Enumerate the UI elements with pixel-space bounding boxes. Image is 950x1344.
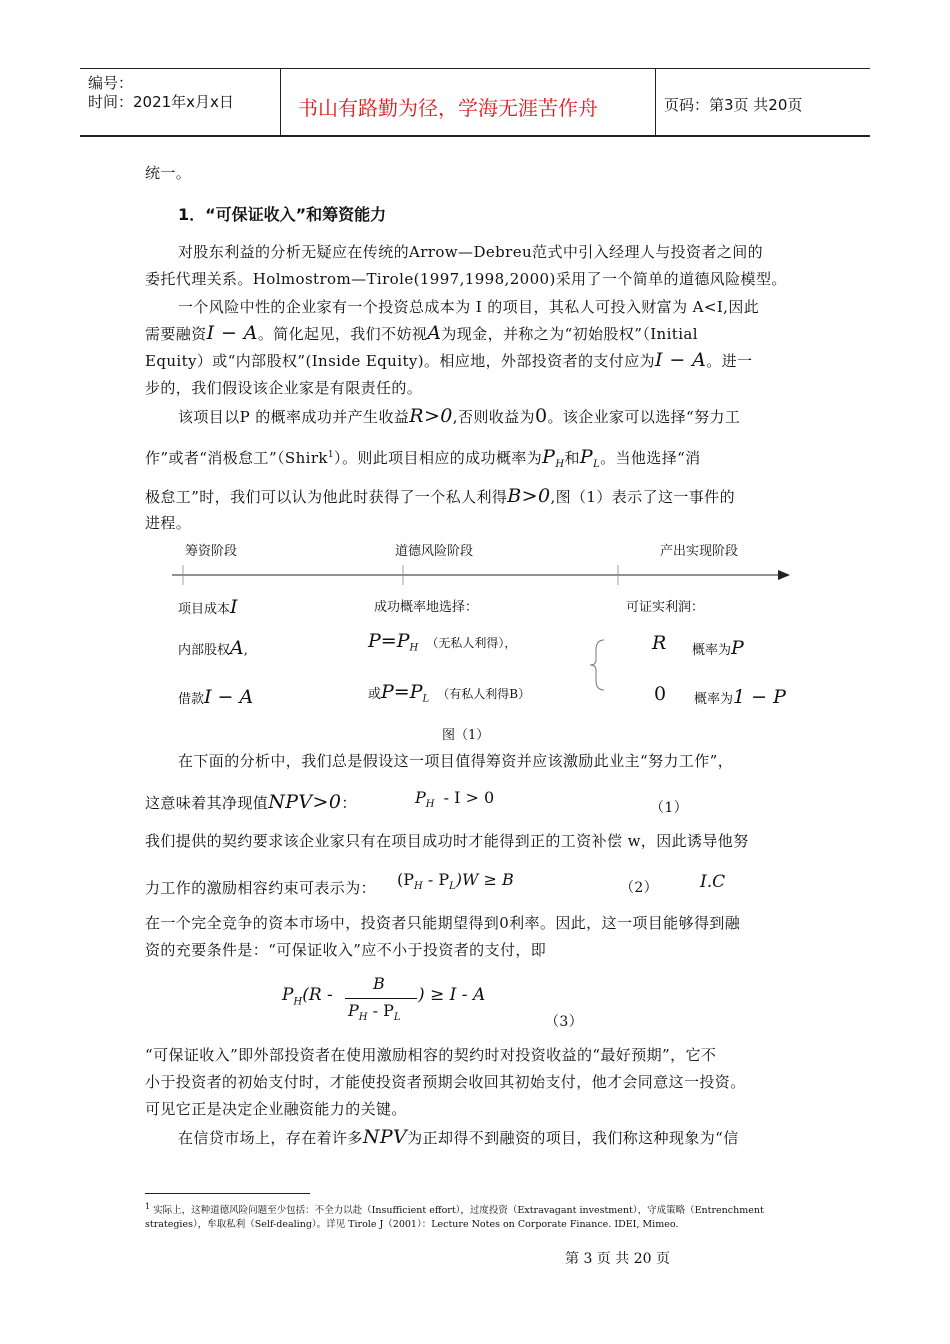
fraction-denominator (348, 1001, 401, 1023)
figure-cell: 可证实利润： (626, 600, 705, 615)
math-part (282, 985, 333, 1007)
text-line: 在一个完全竞争的资本市场中，投资者只能期望得到0利率。因此，这一项目能够得到融 (145, 914, 741, 932)
math-p: P (348, 1001, 359, 1020)
text-line (145, 791, 357, 813)
equation-number: （2） (620, 880, 659, 896)
math-sub: H (555, 459, 565, 470)
footnote-separator (145, 1193, 310, 1194)
text-line: 小于投资者的初始支付时，才能使投资者预期会收回其初始支付，他才会同意这一投资。 (145, 1073, 746, 1091)
math-i-minus-a: I − A (655, 349, 707, 371)
text-fragment: Equity）或“内部股权”(Inside Equity)。相应地，外部投资者的支付应为 (145, 352, 655, 370)
header-time: 时间：2021年x月x日 (88, 93, 234, 111)
math-sub: H (414, 881, 423, 893)
cell-label: 项目成本 (178, 602, 231, 617)
stage-label: 产出实现阶段 (660, 544, 739, 559)
text-line: 资的充要条件是：“可保证收入”应不小于投资者的支付，即 (145, 941, 547, 959)
text-fragment: 作”或者“消极怠工”（Shirk (145, 449, 328, 467)
footnote-text: 实际上，这种道德风险问题至少包括：不全力以赴（Insufficient effort），过度投资（Extravagant investment），守成策略（Entrenchment (153, 1205, 764, 1217)
cell-label: 内部股权 (178, 643, 231, 658)
text-line: 我们提供的契约要求该企业家只有在项目成功时才能得到正的工资补偿 w，因此诱导他努 (145, 832, 749, 850)
cell-note: （无私人利得）， (426, 636, 517, 650)
math-part: - P (427, 870, 450, 889)
text-fragment: 该项目以P 的概率成功并产生收益 (178, 408, 410, 426)
math-1-minus-p: 1 − P (733, 686, 786, 708)
math-sub: L (593, 459, 601, 470)
math-i: I (230, 596, 238, 618)
math-i-minus-a: I − A (204, 686, 254, 708)
text-line: 统一。 (145, 164, 192, 182)
text-fragment: 。进一 (706, 352, 753, 370)
text-line: 一个风险中性的企业家有一个投资总成本为 I 的项目，其私人可投入财富为 A<I,因此 (178, 298, 760, 316)
cell-label: 借款 (178, 692, 205, 707)
fraction-bar (345, 998, 417, 999)
stage-label: 道德风险阶段 (395, 544, 474, 559)
math-a: A (427, 322, 442, 344)
text-line: “可保证收入”即外部投资者在使用激励相容的契约时对投资收益的“最好预期”，它不 (145, 1046, 717, 1064)
math-p: P (415, 788, 426, 807)
header-code: 编号： (88, 74, 134, 92)
text-line: 委托代理关系。Holmostrom—Tirole(1997,1998,2000)采用了一个简单的道德风险模型。 (145, 270, 787, 288)
text-line (178, 1126, 739, 1148)
text-fragment: 。简化起见，我们不妨视 (257, 325, 428, 343)
math-p: P (579, 446, 594, 468)
text-line (145, 322, 698, 344)
math-p: P (542, 446, 556, 468)
math-p-eq-pl: P=P (381, 681, 423, 703)
math-part: (R - (302, 985, 333, 1005)
math-eq1-rest: - I > 0 (443, 788, 495, 807)
equation-2 (397, 870, 514, 892)
math-p: P (282, 985, 294, 1005)
math-sub: L (393, 1012, 401, 1024)
text-fragment: 在信贷市场上，存在着许多 (178, 1129, 363, 1147)
text-line: 可见它正是决定企业融资能力的关键。 (145, 1100, 407, 1118)
math-zero: 0 (534, 405, 548, 427)
figure-cell (178, 686, 253, 708)
text-line: 对股东利益的分析无疑应在传统的Arrow—Debreu范式中引入经理人与投资者之间的 (178, 243, 764, 261)
left-brace-icon (588, 638, 608, 692)
text-line: 步的，我们假设该企业家是有限责任的。 (145, 379, 423, 397)
text-fragment: ,否则收益为 (452, 408, 535, 426)
math-a: A (230, 637, 244, 659)
figure-cell: 成功概率地选择： (374, 600, 479, 615)
text-fragment: 需要融资 (145, 325, 207, 343)
header-page-info: 页码：第3页 共20页 (664, 96, 803, 114)
text-line (178, 405, 740, 427)
math-i-minus-a: I − A (206, 322, 258, 344)
text-fragment: ）。则此项目相应的成功概率为 (334, 449, 543, 467)
equation-number: （1） (650, 800, 689, 816)
figure-cell (178, 637, 248, 659)
section-title: 1．“可保证收入”和筹资能力 (178, 205, 387, 224)
figure-cell (654, 683, 666, 705)
fraction-numerator: B (373, 974, 385, 993)
figure-cell (368, 681, 530, 705)
math-sub: H (425, 799, 435, 811)
text-line (145, 446, 701, 470)
equation-1 (415, 788, 494, 810)
math-b-gt-0: B>0 (507, 485, 551, 507)
figure-cell (178, 596, 238, 618)
text-fragment: ,图（1）表示了这一事件的 (550, 488, 735, 506)
math-npv-gt-0: NPV>0 (268, 791, 342, 813)
math-zero: 0 (654, 683, 667, 705)
footnote-line (145, 1202, 764, 1216)
figure-cell (368, 630, 516, 654)
text-line: 力工作的激励相容约束可表示为： (145, 879, 377, 897)
cell-label: 概率为 (694, 692, 734, 707)
text-line: 进程。 (145, 514, 192, 532)
footnote-ref[interactable]: 1 (327, 450, 335, 460)
text-fragment: 和 (564, 449, 580, 467)
header-motto: 书山有路勤为径，学海无涯苦作舟 (298, 96, 598, 120)
text-fragment: 极怠工”时，我们可以认为他此时获得了一个私人利得 (145, 488, 508, 506)
equation-number: （3） (545, 1014, 584, 1030)
math-sub: H (358, 1012, 368, 1024)
equation-tag: I.C (700, 872, 726, 892)
math-part: ) ≥ I - A (418, 985, 486, 1005)
text-fragment: 。当他选择“消 (600, 449, 701, 467)
math-npv: NPV (362, 1126, 408, 1148)
text-fragment: ： (341, 794, 357, 812)
math-sub: L (422, 693, 430, 705)
math-sub: H (409, 642, 419, 654)
text-fragment: 这意味着其净现值 (145, 794, 269, 812)
math-p-eq-ph: P=P (368, 630, 410, 652)
text-line: 在下面的分析中，我们总是假设这一项目值得筹资并应该激励此业主“努力工作”， (178, 752, 734, 770)
math-part: )W ≥ B (455, 870, 514, 889)
cell-label: , (243, 643, 248, 658)
timeline-arrow (170, 562, 795, 588)
figure-caption: 图（1） (442, 728, 490, 743)
figure-cell (692, 637, 744, 659)
math-part: - P (372, 1001, 394, 1020)
math-r-gt-0: R>0 (409, 405, 453, 427)
text-fragment: 为正却得不到融资的项目，我们称这种现象为“信 (407, 1129, 739, 1147)
text-fragment: 为现金，并称之为“初始股权”（Initial (441, 325, 698, 343)
cell-note: （有私人利得B） (437, 687, 531, 701)
figure-cell (694, 686, 786, 708)
math-sub: L (449, 881, 456, 893)
text-line (145, 349, 752, 371)
stage-label: 筹资阶段 (185, 544, 238, 559)
figure-cell (652, 632, 666, 654)
footnote-mark: 1 (145, 1202, 151, 1211)
cell-label: 或 (368, 687, 382, 702)
text-fragment: 。该企业家可以选择“努力工 (547, 408, 741, 426)
cell-label: 概率为 (692, 643, 732, 658)
math-p: P (731, 637, 744, 659)
math-sub: H (293, 996, 303, 1008)
footnote-line: strategies），牟取私利（Self-dealing）。详见 Tirole J（2001）：Lecture Notes on Corporate Finance. IDEI, Mimeo. (145, 1219, 679, 1230)
math-r: R (652, 632, 667, 654)
page-footer: 第 3 页 共 20 页 (565, 1251, 670, 1267)
text-line (145, 485, 735, 507)
math-part: (P (397, 870, 415, 889)
